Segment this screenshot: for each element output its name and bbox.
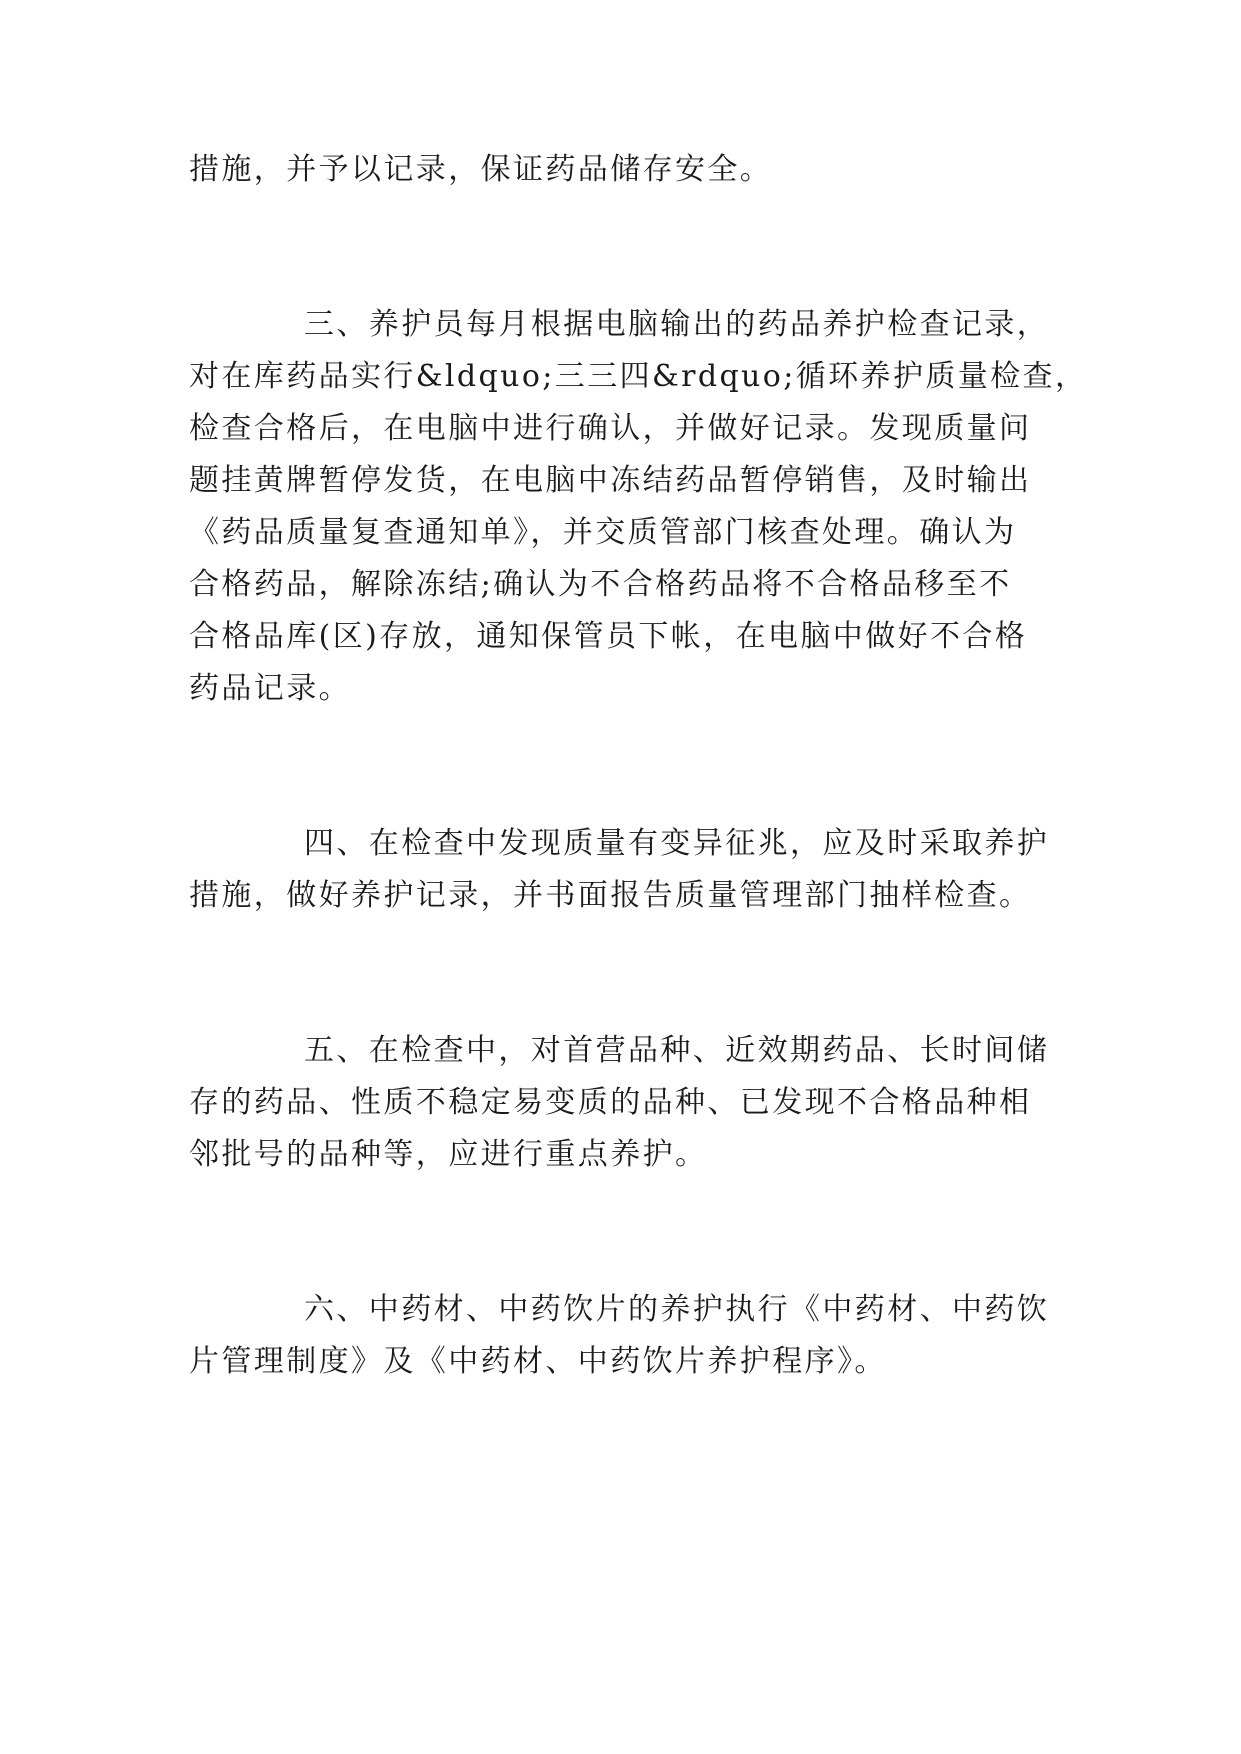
text-line-content: 五、在检查中，对首营品种、近效期药品、长时间储: [304, 1033, 1050, 1068]
text-line-content: 措施，并予以记录，保证药品储存安全。: [189, 152, 773, 187]
text-line-content: 合格药品，解除冻结;确认为不合格药品将不合格品移至不: [189, 567, 1012, 602]
text-line: [0, 1083, 1241, 1123]
text-line: [0, 824, 1241, 864]
text-line: [0, 305, 1241, 345]
text-line: [0, 461, 1241, 501]
text-line-content: 措施，做好养护记录，并书面报告质量管理部门抽样检查。: [189, 878, 1032, 913]
text-line: [0, 513, 1241, 553]
text-line: [0, 876, 1241, 916]
text-line: [0, 409, 1241, 449]
text-line-content: 片管理制度》及《中药材、中药饮片养护程序》。: [189, 1344, 887, 1379]
text-line-content: 六、中药材、中药饮片的养护执行《中药材、中药饮: [304, 1292, 1050, 1327]
text-line-content: 邻批号的品种等，应进行重点养护。: [189, 1137, 708, 1172]
text-line: [0, 1290, 1241, 1330]
text-line-content: 三、养护员每月根据电脑输出的药品养护检查记录，: [304, 307, 1050, 342]
text-line-content: 题挂黄牌暂停发货，在电脑中冻结药品暂停销售，及时输出: [189, 463, 1032, 498]
text-line-content: 《药品质量复查通知单》，并交质管部门核查处理。确认为: [189, 515, 1017, 550]
text-line-content: 对在库药品实行&ldquo;三三四&rdquo;循环养护质量检查，: [189, 359, 1088, 394]
text-line-content: 药品记录。: [189, 671, 351, 706]
text-line: [0, 1342, 1241, 1382]
text-line: [0, 669, 1241, 709]
text-line: [0, 1135, 1241, 1175]
text-line-content: 合格品库(区)存放，通知保管员下帐，在电脑中做好不合格: [189, 619, 1028, 654]
text-line: [0, 357, 1241, 397]
text-line: [0, 565, 1241, 605]
text-line: [0, 150, 1241, 190]
text-line: [0, 617, 1241, 657]
text-line: [0, 1031, 1241, 1071]
text-line-content: 检查合格后，在电脑中进行确认，并做好记录。发现质量问: [189, 411, 1032, 446]
text-line-content: 四、在检查中发现质量有变异征兆，应及时采取养护: [304, 826, 1050, 861]
text-line-content: 存的药品、性质不稳定易变质的品种、已发现不合格品种相: [189, 1085, 1032, 1120]
